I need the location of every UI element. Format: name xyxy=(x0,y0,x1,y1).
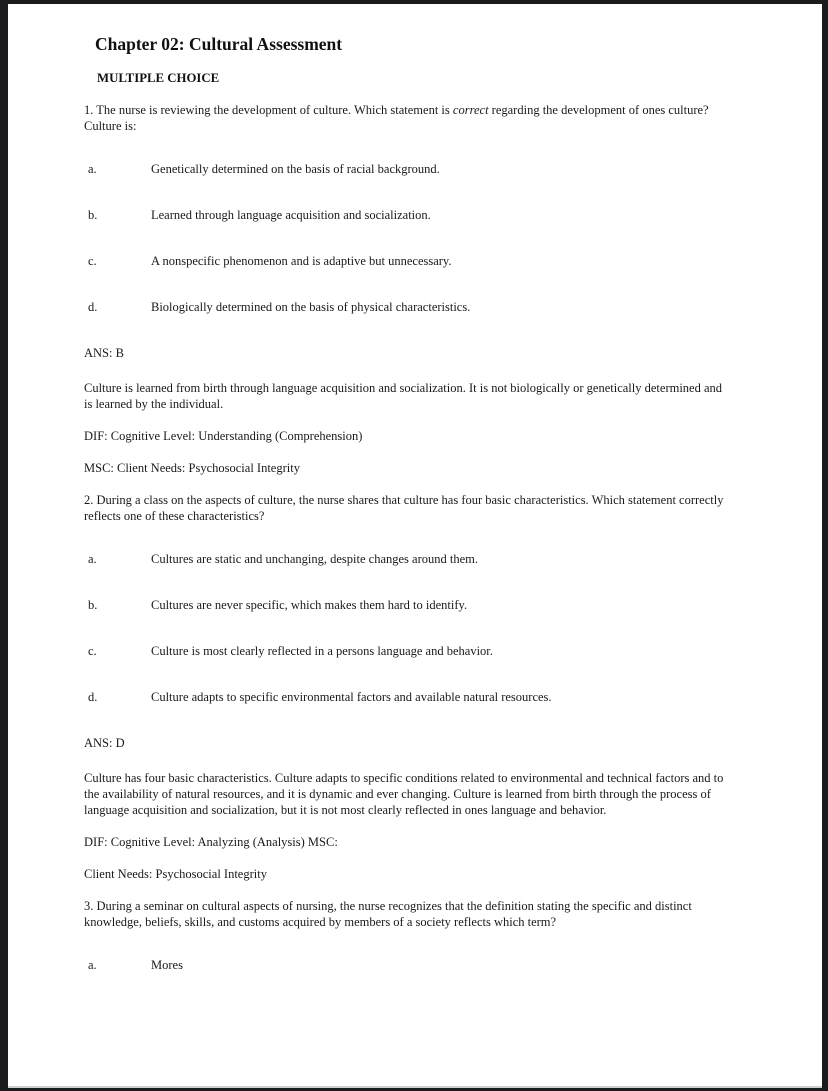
option-letter: d. xyxy=(88,690,98,704)
question-3-number: 3. xyxy=(84,899,94,913)
document-page xyxy=(8,4,822,1088)
option-text: Cultures are never specific, which makes them hard to identify. xyxy=(151,598,468,612)
option-letter: b. xyxy=(88,208,98,222)
answer-option xyxy=(88,957,732,973)
option-letter: c. xyxy=(88,254,97,268)
question-2-options xyxy=(84,524,732,705)
option-text: Culture is most clearly reflected in a persons language and behavior. xyxy=(151,644,493,658)
question-block-1 xyxy=(84,102,732,476)
section-heading: MULTIPLE CHOICE xyxy=(97,71,220,85)
rationale-text: Culture is learned from birth through language acquisition and socialization. It is not biologically or genetically determined and is learned by the individual. xyxy=(84,381,723,411)
question-2-number: 2. xyxy=(84,493,94,507)
question-3-stem-text: During a seminar on cultural aspects of nursing, the nurse recognizes that the definition stating the specific and distinct knowledge, beliefs, skills, and customs acquired by members of a society reflects which term? xyxy=(84,899,692,929)
question-block-2 xyxy=(84,492,732,882)
answer-option xyxy=(88,597,732,613)
question-1-stem-post: regarding the development of ones culture? Culture is: xyxy=(84,103,709,133)
option-letter: a. xyxy=(88,958,97,972)
dif-line: DIF: Cognitive Level: Analyzing (Analysis) MSC: xyxy=(84,835,338,849)
question-1-stem xyxy=(84,102,732,134)
msc-line: Client Needs: Psychosocial Integrity xyxy=(84,867,267,881)
option-text: Learned through language acquisition and socialization. xyxy=(151,208,431,222)
answer-option xyxy=(88,161,732,177)
answer-option xyxy=(88,207,732,223)
question-3-options xyxy=(84,930,732,973)
answer-line: ANS: B xyxy=(84,346,124,360)
option-letter: a. xyxy=(88,162,97,176)
option-text: Mores xyxy=(151,958,183,972)
option-letter: b. xyxy=(88,598,98,612)
answer-option xyxy=(88,643,732,659)
question-1-number: 1. xyxy=(84,103,94,117)
answer-option xyxy=(88,689,732,705)
question-2-stem-text: During a class on the aspects of culture, the nurse shares that culture has four basic characteristics. Which statement correctly reflects one of these characteristics? xyxy=(84,493,724,523)
answer-option xyxy=(88,299,732,315)
rationale-text: Culture has four basic characteristics. Culture adapts to specific conditions related to environmental and technical factors and to the availability of natural resources, and it is dynamic and ever changing. Culture is learned from birth through the process of language acquisition and socialization, but it is not most clearly reflected in ones language and behavior. xyxy=(84,771,724,817)
question-block-3 xyxy=(84,898,732,973)
question-1-stem-italic: correct xyxy=(452,103,489,117)
question-2-stem xyxy=(84,492,732,524)
answer-option xyxy=(88,551,732,567)
question-1-options xyxy=(84,134,732,315)
answer-option xyxy=(88,253,732,269)
option-letter: d. xyxy=(88,300,98,314)
question-1-stem-pre: The nurse is reviewing the development of culture. Which statement is xyxy=(96,103,453,117)
option-text: Genetically determined on the basis of racial background. xyxy=(151,162,440,176)
option-text: Cultures are static and unchanging, despite changes around them. xyxy=(151,552,478,566)
question-3-stem xyxy=(84,898,732,930)
option-text: Biologically determined on the basis of physical characteristics. xyxy=(151,300,471,314)
dif-line: DIF: Cognitive Level: Understanding (Comprehension) xyxy=(84,429,363,443)
option-letter: c. xyxy=(88,644,97,658)
msc-line: MSC: Client Needs: Psychosocial Integrity xyxy=(84,461,300,475)
option-letter: a. xyxy=(88,552,97,566)
page-title: Chapter 02: Cultural Assessment xyxy=(95,34,343,54)
option-text: A nonspecific phenomenon and is adaptive but unnecessary. xyxy=(151,254,452,268)
document-content xyxy=(8,4,822,973)
answer-line: ANS: D xyxy=(84,736,125,750)
option-text: Culture adapts to specific environmental factors and available natural resources. xyxy=(151,690,552,704)
